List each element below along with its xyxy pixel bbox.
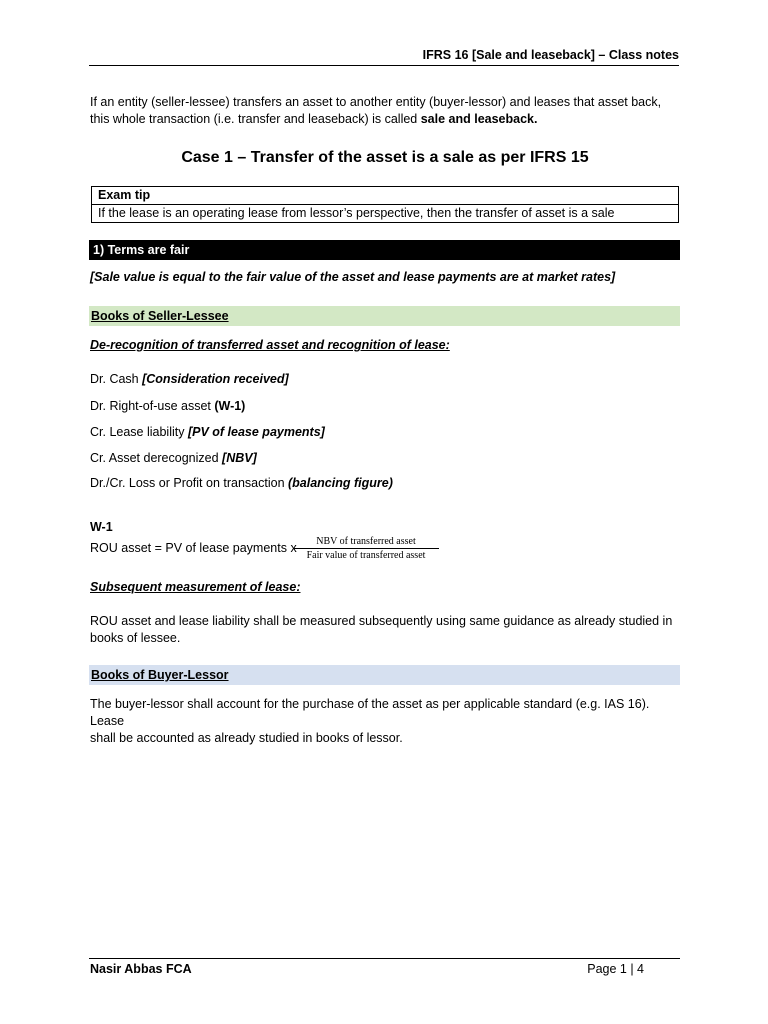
terms-bar: 1) Terms are fair [89, 240, 680, 260]
intro-line-2-text: this whole transaction (i.e. transfer and leaseback) is called [90, 112, 421, 126]
intro-paragraph [90, 94, 680, 128]
case-title: Case 1 – Transfer of the asset is a sale as per IFRS 15 [181, 149, 589, 166]
exam-tip-text: If the lease is an operating lease from lessor’s perspective, then the transfer of asset is a sale [98, 206, 615, 220]
subsequent-line-1: ROU asset and lease liability shall be measured subsequently using same guidance as already studied in [90, 614, 673, 628]
journal-entry-note: [PV of lease payments] [187, 425, 325, 439]
intro-term: sale and leaseback. [420, 112, 538, 126]
buyer-lessor-heading: Books of Buyer-Lessor [89, 665, 680, 685]
journal-entry-note: [NBV] [222, 451, 257, 465]
footer-page-number: Page 1 | 4 [587, 962, 644, 976]
exam-tip-heading: Exam tip [92, 187, 678, 205]
page-header: IFRS 16 [Sale and leaseback] – Class notes [89, 46, 679, 66]
w1-label: W-1 [90, 520, 113, 534]
journal-entry-text: Cr. Asset derecognized [90, 451, 223, 465]
w1-fraction [293, 535, 439, 563]
subsequent-measurement-paragraph [90, 613, 680, 647]
w1-numerator: NBV of transferred asset [293, 535, 439, 549]
journal-entry-note: [Consideration received] [142, 372, 289, 386]
w1-formula: ROU asset = PV of lease payments x [90, 541, 297, 555]
seller-lessee-heading: Books of Seller-Lessee [89, 306, 680, 326]
buyer-line-2: shall be accounted as already studied in books of lessor. [90, 731, 403, 745]
journal-entry-loss-profit [90, 475, 393, 492]
journal-entry-rou-asset [90, 398, 245, 415]
journal-entry-note: (W-1) [214, 399, 246, 413]
journal-entry-lease-liability [90, 424, 325, 441]
buyer-line-1: The buyer-lessor shall account for the purchase of the asset as per applicable standard (e.g. IAS 16). Lease [90, 697, 650, 728]
exam-tip-box [91, 186, 679, 223]
journal-entry-text: Dr./Cr. Loss or Profit on transaction [90, 476, 288, 490]
subsequent-measurement-heading: Subsequent measurement of lease: [90, 580, 301, 594]
footer-divider [89, 958, 680, 959]
journal-entry-note: (balancing figure) [288, 476, 393, 490]
terms-note: [Sale value is equal to the fair value of the asset and lease payments are at market rates] [90, 270, 616, 284]
derecognition-subheading: De-recognition of transferred asset and recognition of lease: [90, 338, 450, 352]
journal-entry-text: Cr. Lease liability [90, 425, 188, 439]
journal-entry-cash [90, 371, 289, 388]
buyer-lessor-paragraph [90, 696, 680, 747]
journal-entry-text: Dr. Cash [90, 372, 143, 386]
intro-line-1: If an entity (seller-lessee) transfers an asset to another entity (buyer-lessor) and leases that asset back, [90, 95, 662, 109]
journal-entry-text: Dr. Right-of-use asset [90, 399, 215, 413]
intro-line-2 [90, 111, 680, 128]
footer-author: Nasir Abbas FCA [90, 962, 192, 976]
subsequent-line-2: books of lessee. [90, 631, 181, 645]
journal-entry-asset-derecognized [90, 450, 257, 467]
w1-denominator: Fair value of transferred asset [306, 550, 426, 561]
